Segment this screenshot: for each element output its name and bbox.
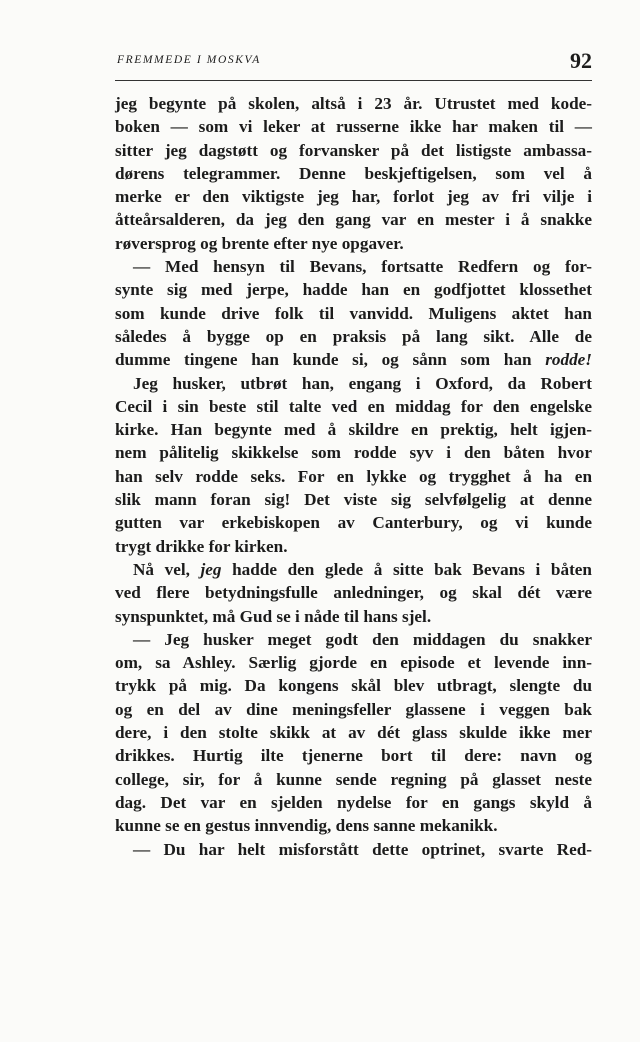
line-text: college, sir, for å kunne sende regning på glasset neste [115, 769, 592, 789]
page-number: 92 [570, 48, 592, 73]
line-text: dag. Det var en sjelden nydelse for en gangs skyld å [115, 792, 592, 812]
line-text: Nå vel, [133, 559, 201, 579]
line-text: Cecil i sin beste stil talte ved en middag for den engelske [115, 396, 592, 416]
line-text: boken — som vi leker at russerne ikke har maken til — [115, 117, 592, 137]
line-text: — Med hensyn til Bevans, fortsatte Redfern og for- [133, 257, 592, 277]
text-line [115, 115, 592, 138]
line-text: — Du har helt misforstått dette optrinet, svarte Red- [133, 839, 592, 859]
text-line [115, 838, 592, 861]
text-line [115, 348, 592, 371]
line-text: ved flere betydningsfulle anledninger, og skal dét være [115, 583, 592, 603]
text-line [115, 208, 592, 231]
line-text: trygt drikke for kirken. [115, 536, 288, 556]
line-text: sitter jeg dagstøtt og forvansker på det listigste ambassa- [115, 140, 592, 160]
line-text: jeg begynte på skolen, altså i 23 år. Utrustet med kode- [115, 94, 592, 113]
text-line [115, 721, 592, 744]
line-text: nem pålitelig skikkelse som rodde syv i den båten hvor [115, 443, 592, 463]
text-line [115, 651, 592, 674]
line-italic-text: jeg [200, 559, 222, 579]
line-text: — Jeg husker meget godt den middagen du snakker [133, 629, 592, 649]
text-line [115, 441, 592, 464]
text-line [115, 605, 592, 628]
line-italic-text: rodde! [545, 350, 592, 370]
running-title: FREMMEDE I MOSKVA [117, 54, 261, 66]
line-text: synspunktet, må Gud se i nåde til hans sjel. [115, 606, 432, 626]
text-line [115, 325, 592, 348]
text-line [115, 558, 592, 581]
line-text: åtteårsalderen, da jeg den gang var en mester i å snakke [115, 210, 592, 230]
line-text: dere, i den stolte skikk at av dét glass skulde ikke mer [115, 723, 592, 743]
line-text: om, sa Ashley. Særlig gjorde en episode et levende inn- [115, 653, 592, 673]
text-line [115, 814, 592, 837]
text-line [115, 418, 592, 441]
text-line [115, 302, 592, 325]
line-text: som kunde drive folk til vanvidd. Muligens aktet han [115, 303, 592, 323]
line-text: kunne se en gestus innvendig, dens sanne mekanikk. [115, 816, 498, 836]
text-line [115, 791, 592, 814]
text-line [115, 185, 592, 208]
text-line [115, 535, 592, 558]
line-text: slik mann foran sig! Det viste sig selvfølgelig at denne [115, 490, 592, 510]
line-text: røversprog og brente efter nye opgaver. [115, 233, 404, 253]
text-line [115, 674, 592, 697]
line-text: dumme tingene han kunde si, og sånn som han [115, 350, 546, 370]
text-line [115, 395, 592, 418]
text-line [115, 465, 592, 488]
text-line [115, 232, 592, 255]
text-line [115, 488, 592, 511]
text-line [115, 744, 592, 767]
line-text: drikkes. Hurtig ilte tjenerne bort til dere: navn og [115, 746, 592, 766]
text-line [115, 162, 592, 185]
text-line [115, 139, 592, 162]
text-line [115, 768, 592, 791]
line-text: således å bygge op en praksis på lang sikt. Alle de [115, 326, 592, 346]
text-line [115, 255, 592, 278]
line-text: Jeg husker, utbrøt han, engang i Oxford, da Robert [133, 373, 592, 393]
running-head [115, 48, 592, 81]
line-text: og en del av dine meningsfeller glassene i veggen bak [115, 699, 592, 719]
line-text: kirke. Han begynte med å skildre en prektig, helt igjen- [115, 420, 592, 440]
line-text: dørens telegrammer. Denne beskjeftigelsen, som vel å [115, 163, 592, 183]
line-text: trykk på mig. Da kongens skål blev utbragt, slengte du [115, 676, 592, 696]
text-line [115, 628, 592, 651]
line-text: merke er den viktigste jeg har, forlot jeg av fri vilje i [115, 187, 592, 207]
text-line [115, 581, 592, 604]
text-line [115, 698, 592, 721]
text-line [115, 278, 592, 301]
text-line [115, 372, 592, 395]
body-text [115, 92, 592, 861]
line-tail-text: hadde den glede å sitte bak Bevans i båten [221, 559, 592, 579]
line-text: synte sig med jerpe, hadde han en godfjottet klossethet [115, 280, 592, 300]
line-text: han selv rodde seks. For en lykke og trygghet å ha en [115, 466, 592, 486]
line-text: gutten var erkebiskopen av Canterbury, og vi kunde [115, 513, 592, 533]
text-line [115, 92, 592, 115]
text-line [115, 511, 592, 534]
